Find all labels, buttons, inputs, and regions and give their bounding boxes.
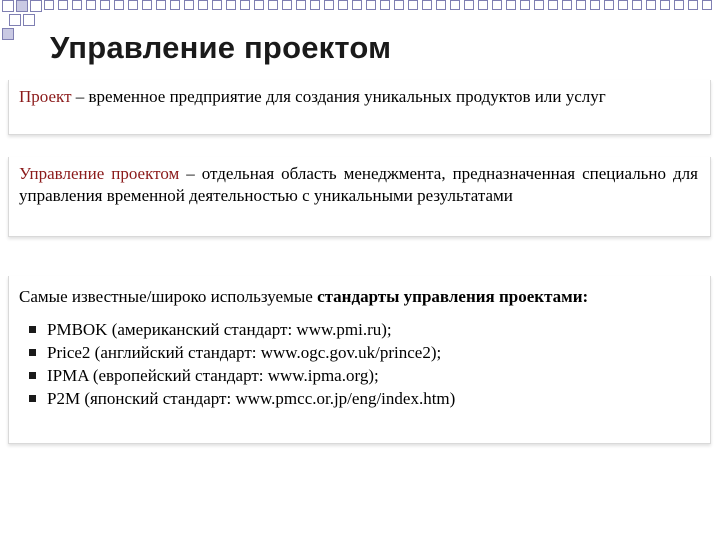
decor-square bbox=[604, 0, 614, 10]
definition-project-box bbox=[8, 80, 711, 135]
standard-pmbok: PMBOK (американский стандарт: www.pmi.ru); bbox=[47, 320, 392, 339]
list-item bbox=[29, 318, 698, 341]
decor-square bbox=[2, 28, 14, 40]
decor-square bbox=[576, 0, 586, 10]
decor-square bbox=[30, 0, 42, 12]
decor-square bbox=[198, 0, 208, 10]
square-bullet-icon bbox=[29, 372, 36, 379]
decor-square bbox=[170, 0, 180, 10]
decor-square bbox=[72, 0, 82, 10]
decor-square bbox=[282, 0, 292, 10]
list-item bbox=[29, 387, 698, 410]
standard-ipma: IPMA (европейский стандарт: www.ipma.org); bbox=[47, 366, 379, 385]
decor-square bbox=[296, 0, 306, 10]
decor-square bbox=[436, 0, 446, 10]
decor-square bbox=[86, 0, 96, 10]
decor-square bbox=[268, 0, 278, 10]
square-bullet-icon bbox=[29, 349, 36, 356]
square-bullet-icon bbox=[29, 326, 36, 333]
square-bullet-icon bbox=[29, 395, 36, 402]
decor-square bbox=[16, 0, 28, 12]
decor-square bbox=[366, 0, 376, 10]
standard-prince2: Price2 (английский стандарт: www.ogc.gov.uk/prince2); bbox=[47, 343, 442, 362]
decor-square bbox=[422, 0, 432, 10]
standards-lead-bold: стандарты управления проектами: bbox=[317, 287, 589, 306]
definition-pm bbox=[19, 163, 698, 207]
decor-square bbox=[324, 0, 334, 10]
list-item bbox=[29, 341, 698, 364]
decor-square bbox=[394, 0, 404, 10]
decor-square bbox=[548, 0, 558, 10]
decor-square bbox=[44, 0, 54, 10]
decor-square bbox=[506, 0, 516, 10]
standards-list bbox=[19, 318, 698, 410]
decor-square bbox=[184, 0, 194, 10]
list-item bbox=[29, 364, 698, 387]
decor-square bbox=[352, 0, 362, 10]
standards-box bbox=[8, 276, 711, 444]
decor-square bbox=[660, 0, 670, 10]
decor-square bbox=[478, 0, 488, 10]
decor-square bbox=[534, 0, 544, 10]
decor-square bbox=[142, 0, 152, 10]
standard-p2m: P2M (японский стандарт: www.pmcc.or.jp/eng/index.htm) bbox=[47, 389, 456, 408]
decor-square bbox=[23, 14, 35, 26]
decor-square bbox=[226, 0, 236, 10]
decor-square bbox=[240, 0, 250, 10]
decor-square bbox=[646, 0, 656, 10]
decor-square bbox=[562, 0, 572, 10]
decor-square bbox=[156, 0, 166, 10]
decor-square bbox=[212, 0, 222, 10]
standards-lead-plain: Самые известные/широко используемые bbox=[19, 287, 318, 306]
decor-square bbox=[450, 0, 460, 10]
definition-pm-box bbox=[8, 157, 711, 237]
decor-square bbox=[590, 0, 600, 10]
decor-square bbox=[114, 0, 124, 10]
decor-square bbox=[380, 0, 390, 10]
decor-square bbox=[9, 14, 21, 26]
decor-square bbox=[492, 0, 502, 10]
decor-square bbox=[128, 0, 138, 10]
decor-square bbox=[254, 0, 264, 10]
decor-square bbox=[464, 0, 474, 10]
decor-square bbox=[702, 0, 712, 10]
page-title: Управление проектом bbox=[50, 30, 392, 65]
standards-lead bbox=[19, 286, 698, 308]
decor-square bbox=[338, 0, 348, 10]
decor-square bbox=[674, 0, 684, 10]
decor-square bbox=[100, 0, 110, 10]
term-project: Проект bbox=[19, 87, 72, 106]
definition-project-text: – временное предприятие для создания уникальных продуктов или услуг bbox=[71, 87, 606, 106]
decor-square bbox=[688, 0, 698, 10]
decor-square bbox=[618, 0, 628, 10]
decor-square bbox=[58, 0, 68, 10]
decor-square bbox=[408, 0, 418, 10]
decor-square bbox=[310, 0, 320, 10]
term-project-management: Управление проектом bbox=[19, 164, 180, 183]
definition-pm-text: – отдельная область менеджмента, предназначенная специально для управления временной деятельностью с уникальными результатами bbox=[19, 164, 698, 205]
definition-project bbox=[19, 86, 698, 108]
decor-square bbox=[2, 0, 14, 12]
decor-square bbox=[632, 0, 642, 10]
decor-square bbox=[520, 0, 530, 10]
